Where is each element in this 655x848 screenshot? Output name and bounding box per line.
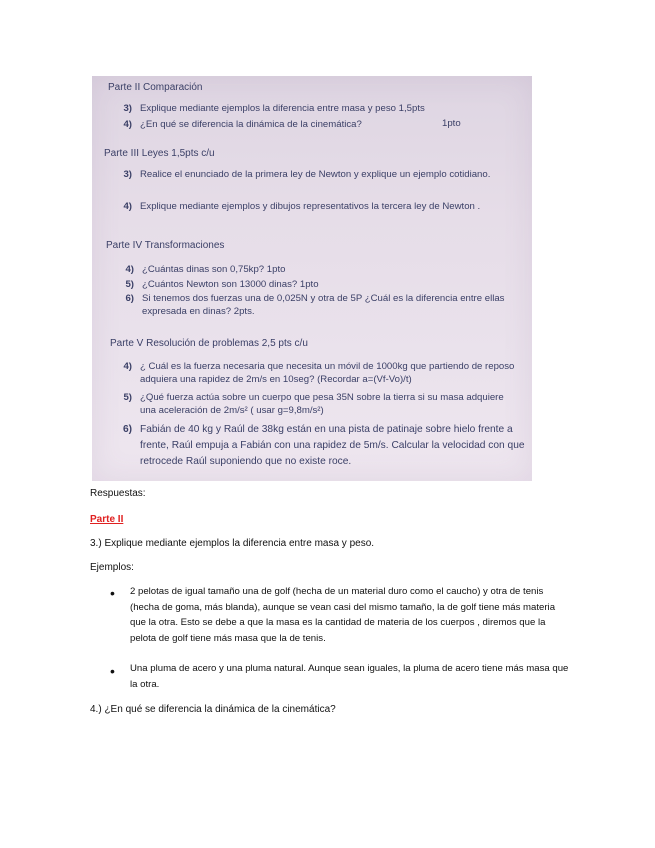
item-text: ¿Qué fuerza actúa sobre un cuerpo que pesa 35N sobre la tierra si su masa adquiere una aceleración de 2m/s² ( usar g=9,8m/s²) xyxy=(140,392,504,416)
item-number: 4) xyxy=(125,264,134,275)
item-text: Explique mediante ejemplos y dibujos representativos la tercera ley de Newton . xyxy=(140,201,481,212)
item-number: 4) xyxy=(123,119,132,130)
example-pluma: Una pluma de acero y una pluma natural. Aunque sean iguales, la pluma de acero tiene más masa que la otra. xyxy=(130,663,569,690)
parte3-heading: Parte III Leyes 1,5pts c/u xyxy=(104,148,215,159)
item-text: ¿Cuántos Newton son 13000 dinas? 1pto xyxy=(142,279,319,290)
item-text: Si tenemos dos fuerzas una de 0,025N y otra de 5P ¿Cuál es la diferencia entre ellas expresada en dinas? 2pts. xyxy=(142,293,505,317)
parte5-item-4 xyxy=(114,360,519,386)
example-golf-tennis: 2 pelotas de igual tamaño una de golf (hecha de un material duro como el caucho) y otra de tenis (hecha de goma, más blanda), aunque se vean casi del mismo tamaño, la de golf tiene más materia que la otra. Esto se debe a que la masa es la cantidad de materia de los cuerpos , diremos que la pelota de golf tiene más masa que la de tenis. xyxy=(130,586,556,644)
item-number: 4) xyxy=(123,361,132,372)
item-text: Explique mediante ejemplos la diferencia entre masa y peso 1,5pts xyxy=(140,103,425,114)
parte2-item-3 xyxy=(114,102,514,115)
parte4-item-6 xyxy=(116,292,521,318)
section-parte2-heading: Parte II xyxy=(90,514,124,525)
item-text: Fabián de 40 kg y Raúl de 38kg están en una pista de patinaje sobre hielo frente a frente, Raúl empuja a Fabián con una rapidez de 5m/s. Calcular la velocidad con que retrocede Raúl suponiendo que no existe roce. xyxy=(140,424,525,467)
parte2-item-4 xyxy=(114,118,444,131)
item-text: ¿ Cuál es la fuerza necesaria que necesita un móvil de 1000kg que partiendo de reposo adquiera una rapidez de 2m/s en 10seg? (Recordar a=(Vf-Vo)/t) xyxy=(140,361,515,385)
item-text: Realice el enunciado de la primera ley de Newton y explique un ejemplo cotidiano. xyxy=(140,169,491,180)
parte3-item-4 xyxy=(114,200,504,226)
parte5-item-6 xyxy=(114,422,526,474)
parte4-heading: Parte IV Transformaciones xyxy=(106,240,225,251)
item-number: 3) xyxy=(123,103,132,114)
parte2-heading: Parte II Comparación xyxy=(108,82,203,93)
bullet-icon: • xyxy=(110,663,115,679)
answers-title: Respuestas: xyxy=(90,488,146,499)
bullet-icon: • xyxy=(110,585,115,601)
item-text: ¿Cuántas dinas son 0,75kp? 1pto xyxy=(142,264,286,275)
examples-label: Ejemplos: xyxy=(90,562,134,573)
item-number: 5) xyxy=(123,392,132,403)
item-number: 6) xyxy=(125,293,134,304)
item-number: 6) xyxy=(122,424,132,435)
parte5-item-5 xyxy=(114,391,519,417)
parte3-item-3 xyxy=(114,168,504,194)
item-text: ¿En qué se diferencia la dinámica de la cinemática? xyxy=(140,119,362,130)
parte4-item-5 xyxy=(116,278,496,291)
item-number: 5) xyxy=(125,279,134,290)
item-points: 1pto xyxy=(442,118,461,129)
parte5-heading: Parte V Resolución de problemas 2,5 pts c/u xyxy=(110,338,308,349)
item-number: 4) xyxy=(123,201,132,212)
question-4: 4.) ¿En qué se diferencia la dinámica de la cinemática? xyxy=(90,704,336,715)
exam-photo xyxy=(92,76,532,481)
parte4-item-4 xyxy=(116,263,496,276)
item-number: 3) xyxy=(123,169,132,180)
question-3: 3.) Explique mediante ejemplos la diferencia entre masa y peso. xyxy=(90,538,375,549)
